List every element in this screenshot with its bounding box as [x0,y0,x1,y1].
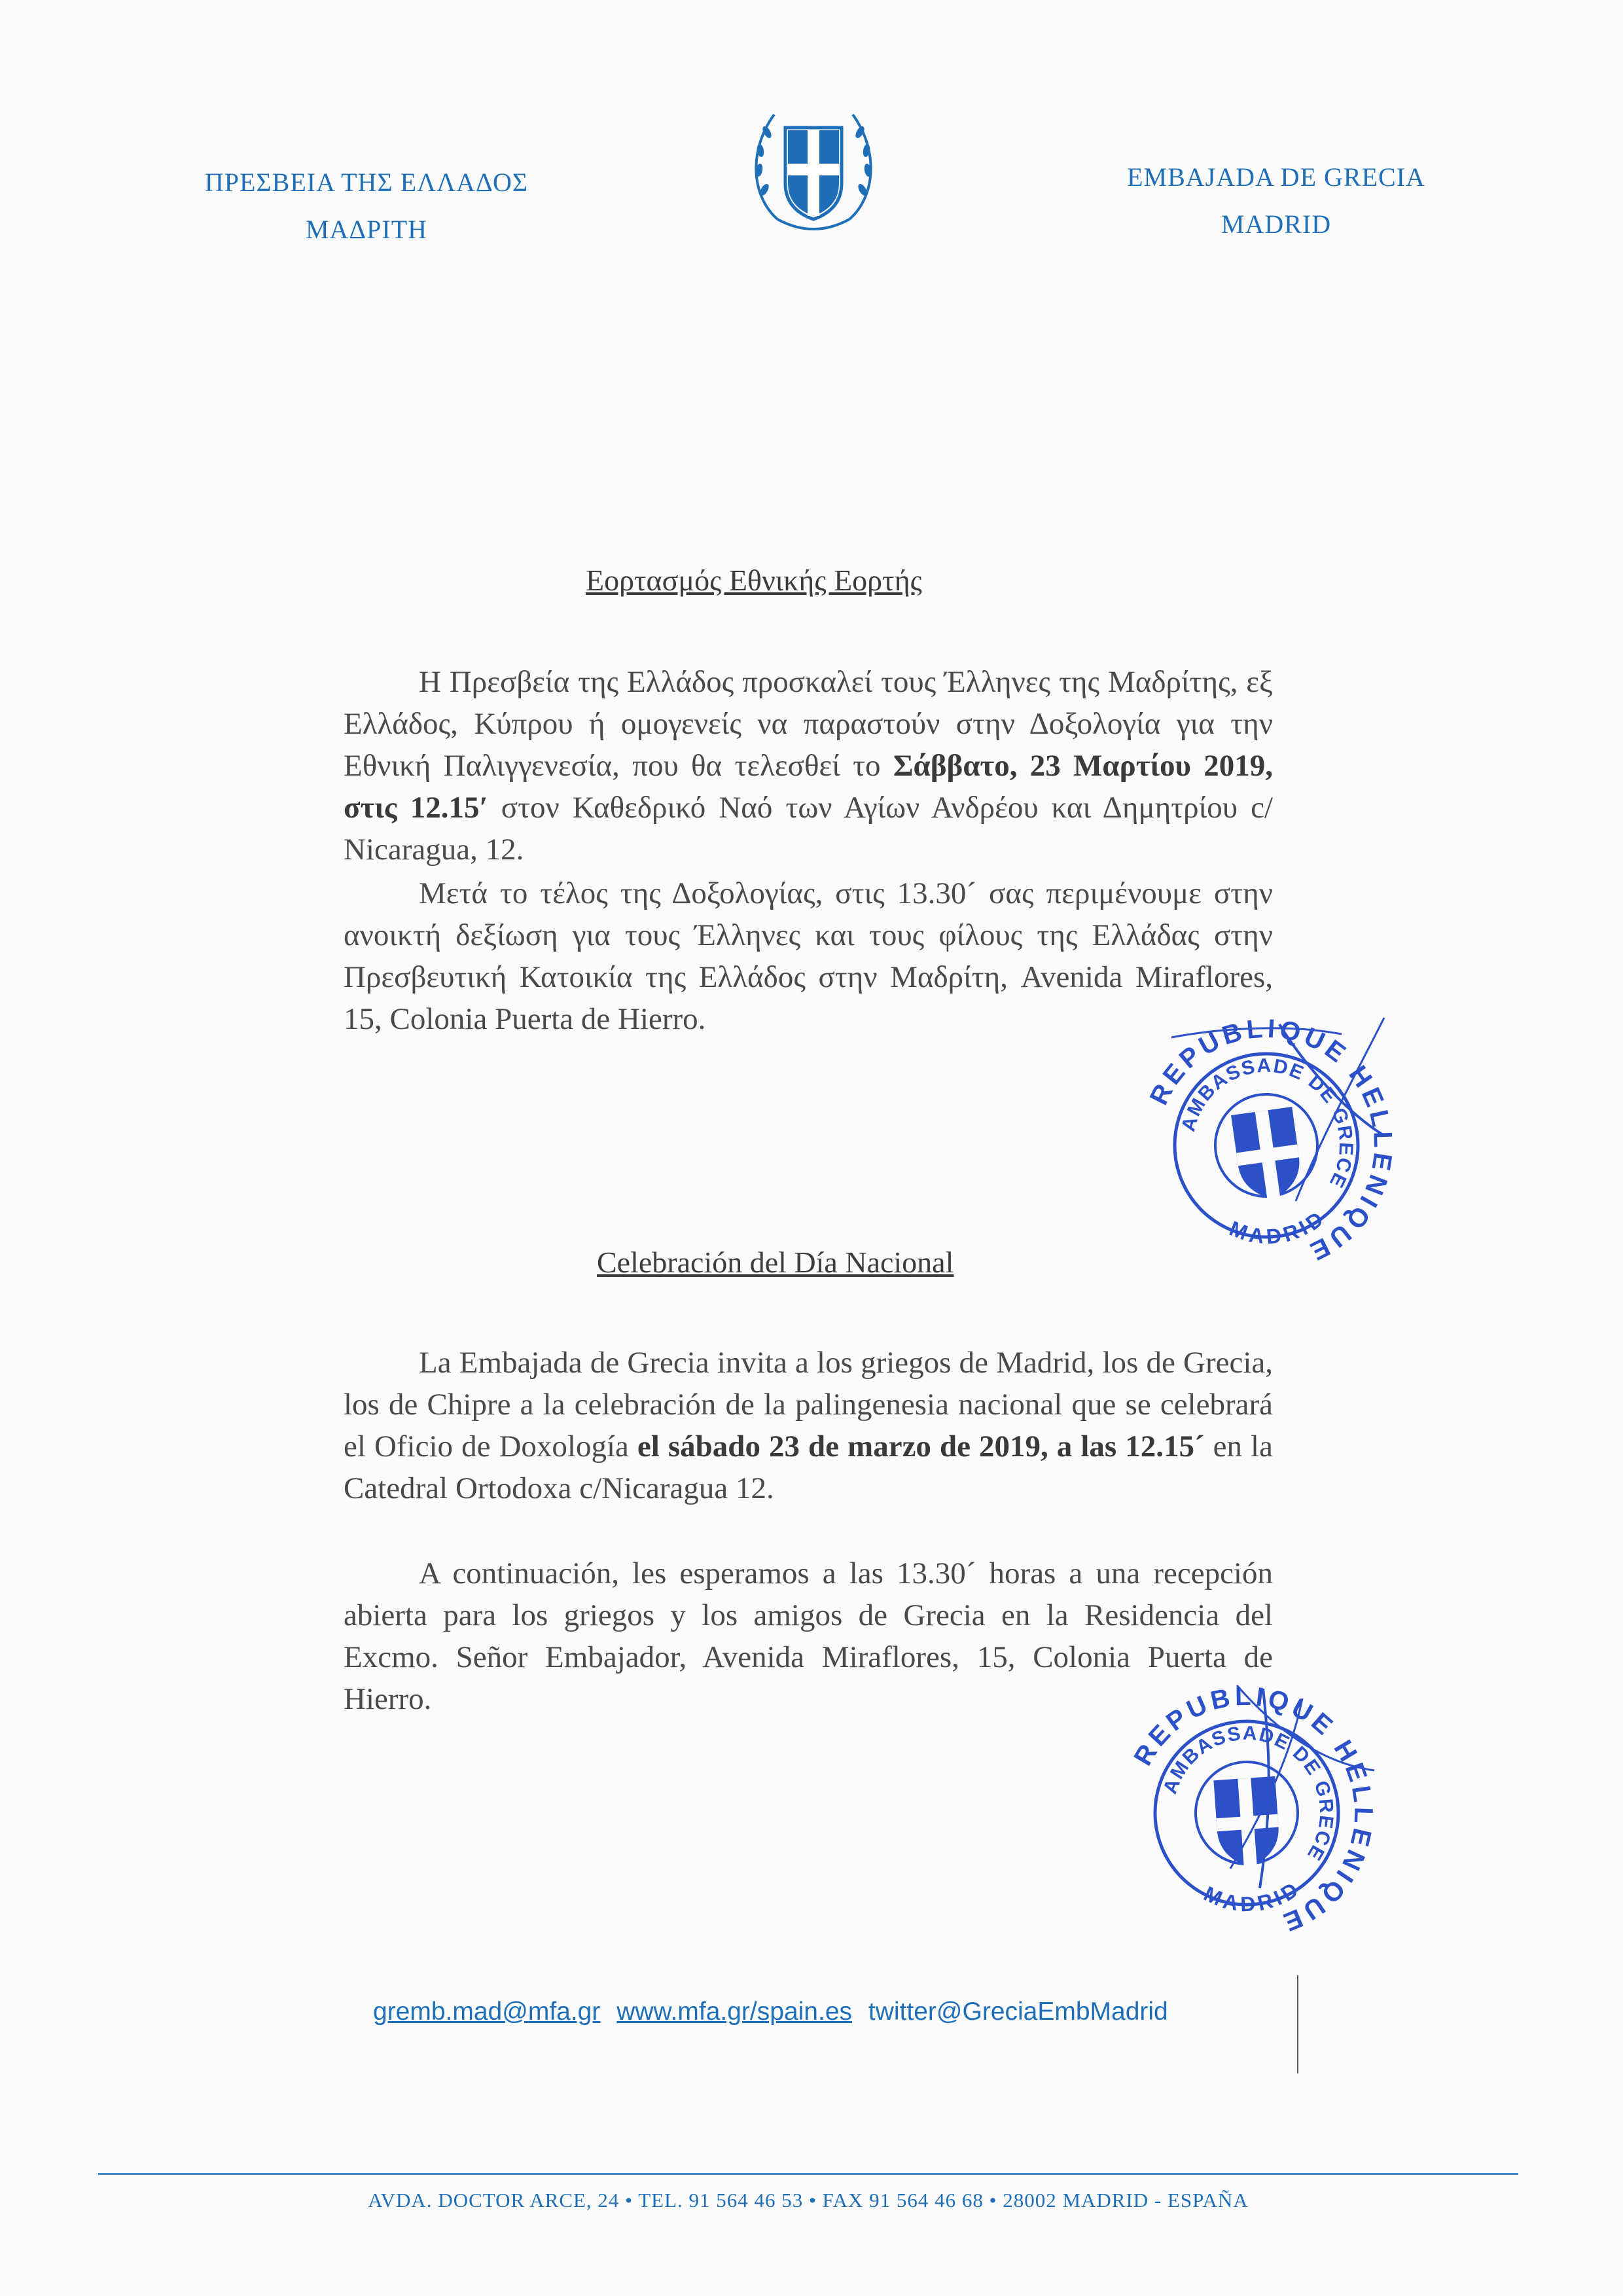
greek-paragraph-2: Μετά το τέλος της Δοξολογίας, στις 13.30´ σας περιμένουμε στην ανοικτή δεξίωση για τους Έλληνες και τους φίλους της Ελλάδας στην Πρεσβευτική Κατοικία της Ελλάδος στην Μαδρίτη, Avenida Miraflores, 15, Colonia Puerta de Hierro. [344,876,1273,1036]
spanish-event-date: el sábado 23 de marzo de 2019, a las 12.15´ [637,1429,1205,1463]
city-name-greek: ΜΑΔΡΙΤΗ [305,215,428,244]
spanish-paragraph-2: A continuación, les esperamos a las 13.30´ horas a una recepción abierta para los griegos y los amigos de Grecia en la Residencia del Excmo. Señor Embajador, Avenida Miraflores, 15, Colonia Puerta de Hierro. [344,1556,1273,1716]
greek-paragraph-1-text-b: στον Καθεδρικό Ναό των Αγίων Ανδρέου και Δημητρίου c/ Nicaragua, 12. [344,791,1273,867]
spanish-paragraph-1-text-a: La Embajada de Grecia invita a los griegos de Madrid, los de Grecia, los de Chipre a la celebración de la palingenesia nacional que se celebrará el Oficio de Doxología [344,1346,1273,1463]
embassy-name-spanish: EMBAJADA DE GRECIA [1127,162,1425,192]
footer-divider [98,2173,1518,2175]
greek-title: Εορτασμός Εθνικής Εορτής [586,564,922,597]
stamp-outer-text: REPUBLIQUE HELLENIQUE [1128,1681,1378,1939]
letterhead-right [1080,154,1472,248]
email-link[interactable]: gremb.mad@mfa.gr [373,1998,601,2026]
greek-paragraph-1-text-a: Η Πρεσβεία της Ελλάδος προσκαλεί τους Έλληνες της Μαδρίτης, εξ Ελλάδος, Κύπρου ή ομογενείς να παραστούν στην Δοξολογία για την Εθνική Παλιγγενεσία, που θα τελεσθεί το [344,665,1273,783]
stamp-city-text: MADRID [1226,1204,1331,1249]
stamp-city-text: MADRID [1200,1875,1306,1916]
footer-address: AVDA. DOCTOR ARCE, 24 • TEL. 91 564 46 53 • FAX 91 564 46 68 • 28002 MADRID - ESPAÑA [368,2189,1249,2212]
stamp-inner-text: AMBASSADE DE GRECE [1159,1722,1338,1865]
twitter-handle: twitter@GreciaEmbMadrid [868,1998,1168,2026]
margin-mark [1297,1975,1298,2073]
letterhead-left [164,159,569,253]
website-link[interactable]: www.mfa.gr/spain.es [616,1998,853,2026]
embassy-stamp-signature [1106,1672,1387,1954]
stamp-inner-text: AMBASSADE DE GRECE [1177,1054,1357,1193]
city-name-spanish: MADRID [1221,209,1332,239]
stamp-outer-text: REPUBLIQUE HELLENIQUE [1144,1014,1398,1268]
greek-paragraph-1 [344,661,1273,870]
greek-event-date: Σάββατο, 23 Μαρτίου 2019, στις 12.15′ [344,749,1273,825]
embassy-stamp [1126,1005,1407,1286]
spanish-paragraph-1 [344,1342,1273,1509]
embassy-name-greek: ΠΡΕΣΒΕΙΑ ΤΗΣ ΕΛΛΑΔΟΣ [204,168,529,197]
spanish-paragraph-1-text-b: en la Catedral Ortodoxa c/Nicaragua 12. [344,1429,1273,1505]
spanish-title: Celebración del Día Nacional [597,1246,954,1279]
greek-coat-of-arms-icon [738,92,889,242]
contact-links [373,1998,1289,2026]
